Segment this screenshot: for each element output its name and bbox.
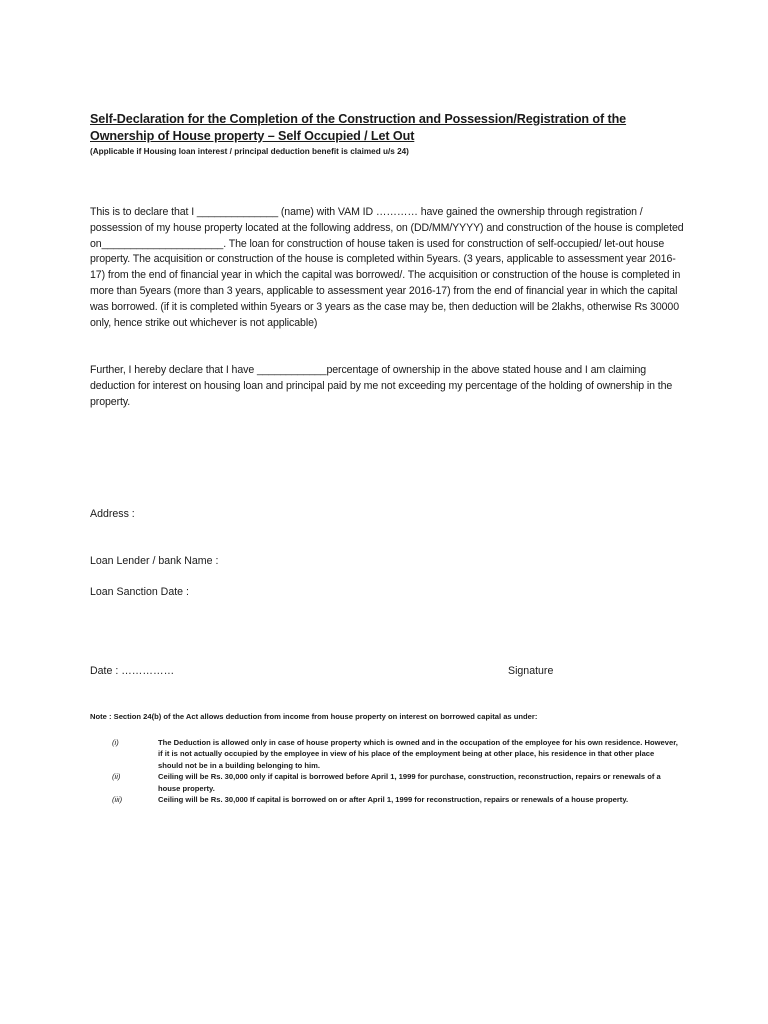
note-item-number: (i) <box>112 738 119 747</box>
address-label: Address : <box>90 508 135 520</box>
signature-label: Signature <box>508 665 554 677</box>
ownership-paragraph: Further, I hereby declare that I have ____________percentage of ownership in the above stated house and I am claiming deduction for interest on housing loan and principal paid by me not exceeding my percentage of the holding of ownership in the property. <box>90 364 673 408</box>
note-item <box>90 771 690 794</box>
note-item <box>90 737 690 771</box>
document-title: Self-Declaration for the Completion of the Construction and Possession/Registration of the Ownership of House property – Self Occupied / Let Out <box>90 112 627 143</box>
document-subtitle: (Applicable if Housing loan interest / principal deduction benefit is claimed u/s 24) <box>90 147 409 156</box>
loan-sanction-date-label: Loan Sanction Date : <box>90 586 189 598</box>
note-item-text: Ceiling will be Rs. 30,000 If capital is borrowed on or after April 1, 1999 for reconstruction, repairs or renewals of a house property. <box>158 795 629 805</box>
note-item <box>90 794 690 805</box>
date-label: Date : …………… <box>90 665 175 677</box>
note-item-number: (iii) <box>112 795 123 805</box>
note-item-number: (ii) <box>112 772 121 782</box>
note-item-text: Ceiling will be Rs. 30,000 only if capital is borrowed before April 1, 1999 for purchase, construction, reconstruction, repairs or renewals of a house property. <box>158 772 661 793</box>
note-heading: Note : Section 24(b) of the Act allows deduction from income from house property on interest on borrowed capital as under: <box>90 712 538 721</box>
note-item-text: The Deduction is allowed only in case of house property which is owned and in the occupation of the employee for his own residence. However, if it is not actually occupied by the employee in view of his place of the employment being at other place, his residence in that other place should not be in a building belonging to him. <box>158 738 678 770</box>
declaration-paragraph: This is to declare that I ______________ (name) with VAM ID ………… have gained the ownership through registration / possession of my house property located at the following address, on (DD/MM/YYYY) and construction of the house is completed on_____________________. The loan for construction of house taken is used for construction of self-occupied/ let-out house property. The acquisition or construction of the house is completed within 5years. (3 years, applicable to assessment year 2016-17) from the end of financial year in which the capital was borrowed/. The acquisition or construction of the house is completed in more than 5years (more than 3 years, applicable to assessment year 2016-17) from the end of financial year in which the capital was borrowed. (if it is completed within 5years or 3 years as the case may be, then deduction will be 2lakhs, otherwise Rs 30000 only, hence strike out whichever is not applicable) <box>90 206 684 329</box>
note-list <box>90 737 690 805</box>
loan-lender-label: Loan Lender / bank Name : <box>90 555 219 567</box>
